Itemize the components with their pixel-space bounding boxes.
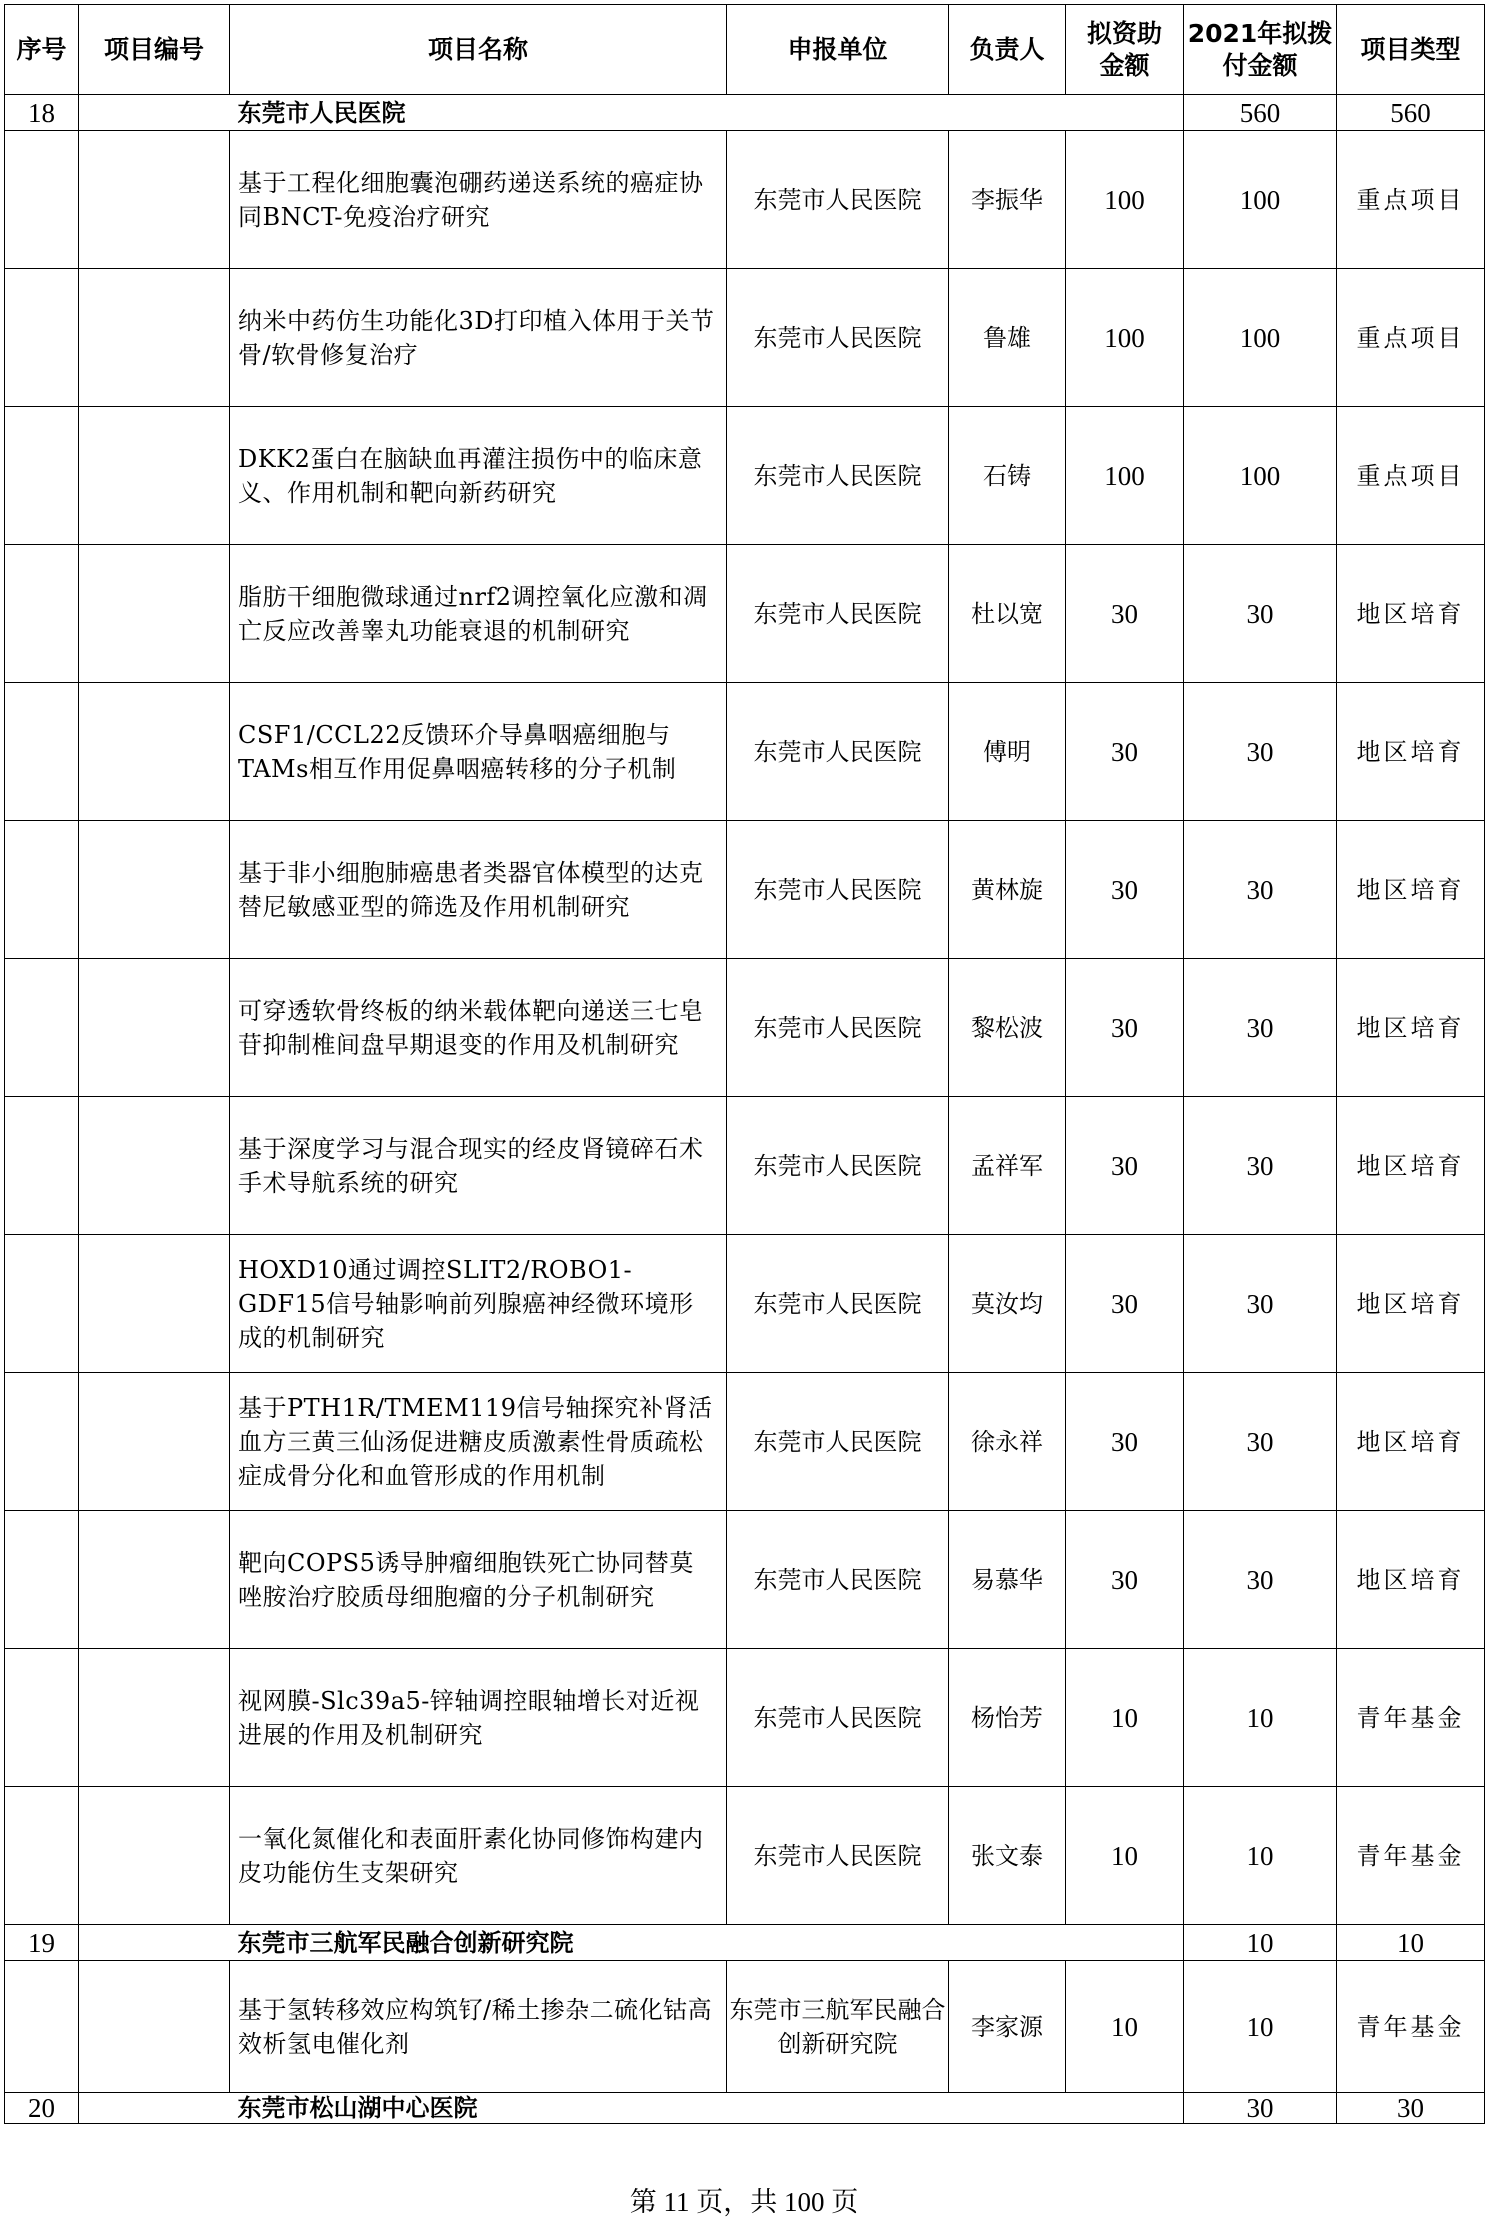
project-leader: 杨怡芳 [949,1649,1066,1787]
row-code-cell [79,545,230,683]
table-row [5,1511,1485,1649]
group-payment: 30 [1337,2093,1485,2124]
payment-2021: 10 [1184,1649,1337,1787]
table-row [5,407,1485,545]
group-code-cell [79,95,230,131]
header-row [5,5,1485,95]
group-payment: 560 [1337,95,1485,131]
row-seq-cell [5,1961,79,2093]
table-row [5,1649,1485,1787]
applicant-unit: 东莞市人民医院 [727,407,949,545]
project-name: 基于PTH1R/TMEM119信号轴探究补肾活血方三黄三仙汤促进糖皮质激素性骨质疏松症成骨分化和血管形成的作用机制 [230,1373,727,1511]
col-header-leader: 负责人 [949,5,1066,95]
table-body [5,5,1485,2124]
project-type: 地区培育 [1337,959,1485,1097]
row-seq-cell [5,1787,79,1925]
row-code-cell [79,1235,230,1373]
project-leader: 石铸 [949,407,1066,545]
project-type: 地区培育 [1337,1235,1485,1373]
row-seq-cell [5,1649,79,1787]
table-row [5,1787,1485,1925]
page-footer: 第 11 页，共 100 页 [629,2187,859,2217]
row-code-cell [79,1097,230,1235]
row-seq-cell [5,1097,79,1235]
project-type: 重点项目 [1337,269,1485,407]
group-seq: 19 [5,1925,79,1961]
payment-2021: 30 [1184,683,1337,821]
project-type: 青年基金 [1337,1649,1485,1787]
row-seq-cell [5,269,79,407]
table-row [5,959,1485,1097]
group-code-cell [79,2093,230,2124]
project-name: 基于深度学习与混合现实的经皮肾镜碎石术手术导航系统的研究 [230,1097,727,1235]
group-row [5,1925,1485,1961]
group-name: 东莞市松山湖中心医院 [230,2093,1184,2124]
applicant-unit: 东莞市人民医院 [727,131,949,269]
payment-2021: 30 [1184,821,1337,959]
payment-2021: 30 [1184,1373,1337,1511]
project-type: 地区培育 [1337,683,1485,821]
applicant-unit: 东莞市三航军民融合创新研究院 [727,1961,949,2093]
group-payment: 10 [1337,1925,1485,1961]
payment-2021: 30 [1184,1097,1337,1235]
row-seq-cell [5,1373,79,1511]
row-seq-cell [5,407,79,545]
project-leader: 鲁雄 [949,269,1066,407]
row-code-cell [79,1511,230,1649]
project-leader: 黎松波 [949,959,1066,1097]
project-name: 视网膜-Slc39a5-锌轴调控眼轴增长对近视进展的作用及机制研究 [230,1649,727,1787]
project-name: 基于工程化细胞囊泡硼药递送系统的癌症协同BNCT-免疫治疗研究 [230,131,727,269]
col-header-project-code: 项目编号 [79,5,230,95]
group-name: 东莞市人民医院 [230,95,1184,131]
row-code-cell [79,959,230,1097]
group-funding: 560 [1184,95,1337,131]
proposed-funding: 30 [1066,1511,1184,1649]
applicant-unit: 东莞市人民医院 [727,269,949,407]
group-name: 东莞市三航军民融合创新研究院 [230,1925,1184,1961]
payment-2021: 30 [1184,1511,1337,1649]
row-code-cell [79,407,230,545]
project-leader: 莫汝均 [949,1235,1066,1373]
payment-2021: 10 [1184,1787,1337,1925]
group-code-cell [79,1925,230,1961]
table-row [5,821,1485,959]
col-header-seq: 序号 [5,5,79,95]
proposed-funding: 30 [1066,1373,1184,1511]
col-header-payment-2021 [1184,5,1337,95]
table-row [5,545,1485,683]
row-code-cell [79,1649,230,1787]
funding-table [4,4,1485,2124]
payment-2021: 10 [1184,1961,1337,2093]
group-funding: 30 [1184,2093,1337,2124]
proposed-funding: 10 [1066,1649,1184,1787]
group-row [5,2093,1485,2124]
project-leader: 李家源 [949,1961,1066,2093]
proposed-funding: 30 [1066,1097,1184,1235]
applicant-unit: 东莞市人民医院 [727,1373,949,1511]
table-row [5,683,1485,821]
project-name: 脂肪干细胞微球通过nrf2调控氧化应激和凋亡反应改善睾丸功能衰退的机制研究 [230,545,727,683]
proposed-funding: 10 [1066,1961,1184,2093]
applicant-unit: 东莞市人民医院 [727,959,949,1097]
row-seq-cell [5,1235,79,1373]
project-leader: 孟祥军 [949,1097,1066,1235]
project-leader: 易慕华 [949,1511,1066,1649]
payment-2021: 100 [1184,269,1337,407]
group-row [5,95,1485,131]
applicant-unit: 东莞市人民医院 [727,1097,949,1235]
row-code-cell [79,1961,230,2093]
payment-2021: 30 [1184,545,1337,683]
project-name: 基于非小细胞肺癌患者类器官体模型的达克替尼敏感亚型的筛选及作用机制研究 [230,821,727,959]
project-name: 靶向COPS5诱导肿瘤细胞铁死亡协同替莫唑胺治疗胶质母细胞瘤的分子机制研究 [230,1511,727,1649]
row-seq-cell [5,1511,79,1649]
proposed-funding: 10 [1066,1787,1184,1925]
applicant-unit: 东莞市人民医院 [727,1649,949,1787]
table-row [5,269,1485,407]
project-type: 青年基金 [1337,1961,1485,2093]
project-type: 青年基金 [1337,1787,1485,1925]
proposed-funding: 30 [1066,545,1184,683]
project-leader: 李振华 [949,131,1066,269]
group-funding: 10 [1184,1925,1337,1961]
row-code-cell [79,1373,230,1511]
row-code-cell [79,683,230,821]
group-seq: 20 [5,2093,79,2124]
row-seq-cell [5,545,79,683]
col-header-payment-2021-text: 2021年拟拨付金额 [1187,18,1333,80]
project-type: 地区培育 [1337,1373,1485,1511]
proposed-funding: 30 [1066,959,1184,1097]
table-row [5,1961,1485,2093]
project-name: HOXD10通过调控SLIT2/ROBO1-GDF15信号轴影响前列腺癌神经微环境形成的机制研究 [230,1235,727,1373]
project-type: 地区培育 [1337,545,1485,683]
row-code-cell [79,1787,230,1925]
proposed-funding: 30 [1066,1235,1184,1373]
project-leader: 张文泰 [949,1787,1066,1925]
proposed-funding: 100 [1066,269,1184,407]
project-name: DKK2蛋白在脑缺血再灌注损伤中的临床意义、作用机制和靶向新药研究 [230,407,727,545]
applicant-unit: 东莞市人民医院 [727,821,949,959]
project-leader: 傅明 [949,683,1066,821]
project-name: CSF1/CCL22反馈环介导鼻咽癌细胞与TAMs相互作用促鼻咽癌转移的分子机制 [230,683,727,821]
applicant-unit: 东莞市人民医院 [727,545,949,683]
project-name: 可穿透软骨终板的纳米载体靶向递送三七皂苷抑制椎间盘早期退变的作用及机制研究 [230,959,727,1097]
applicant-unit: 东莞市人民医院 [727,1787,949,1925]
proposed-funding: 100 [1066,131,1184,269]
project-name: 基于氢转移效应构筑钌/稀土掺杂二硫化钴高效析氢电催化剂 [230,1961,727,2093]
col-header-applicant-unit: 申报单位 [727,5,949,95]
project-leader: 黄林旋 [949,821,1066,959]
row-seq-cell [5,959,79,1097]
project-leader: 杜以宽 [949,545,1066,683]
applicant-unit: 东莞市人民医院 [727,1235,949,1373]
project-leader: 徐永祥 [949,1373,1066,1511]
applicant-unit: 东莞市人民医院 [727,1511,949,1649]
col-header-project-type: 项目类型 [1337,5,1485,95]
project-name: 纳米中药仿生功能化3D打印植入体用于关节骨/软骨修复治疗 [230,269,727,407]
col-header-proposed-funding [1066,5,1184,95]
project-type: 地区培育 [1337,821,1485,959]
table-row [5,131,1485,269]
proposed-funding: 100 [1066,407,1184,545]
row-code-cell [79,821,230,959]
group-seq: 18 [5,95,79,131]
table-row [5,1235,1485,1373]
table-row [5,1097,1485,1235]
payment-2021: 100 [1184,131,1337,269]
project-type: 地区培育 [1337,1511,1485,1649]
row-seq-cell [5,683,79,821]
row-seq-cell [5,821,79,959]
project-type: 重点项目 [1337,407,1485,545]
project-name: 一氧化氮催化和表面肝素化协同修饰构建内皮功能仿生支架研究 [230,1787,727,1925]
col-header-proposed-funding-text: 拟资助金额 [1086,18,1162,80]
proposed-funding: 30 [1066,683,1184,821]
proposed-funding: 30 [1066,821,1184,959]
table-row [5,1373,1485,1511]
applicant-unit: 东莞市人民医院 [727,683,949,821]
payment-2021: 30 [1184,1235,1337,1373]
project-type: 地区培育 [1337,1097,1485,1235]
row-code-cell [79,131,230,269]
payment-2021: 100 [1184,407,1337,545]
row-code-cell [79,269,230,407]
row-seq-cell [5,131,79,269]
project-type: 重点项目 [1337,131,1485,269]
payment-2021: 30 [1184,959,1337,1097]
col-header-project-name: 项目名称 [230,5,727,95]
